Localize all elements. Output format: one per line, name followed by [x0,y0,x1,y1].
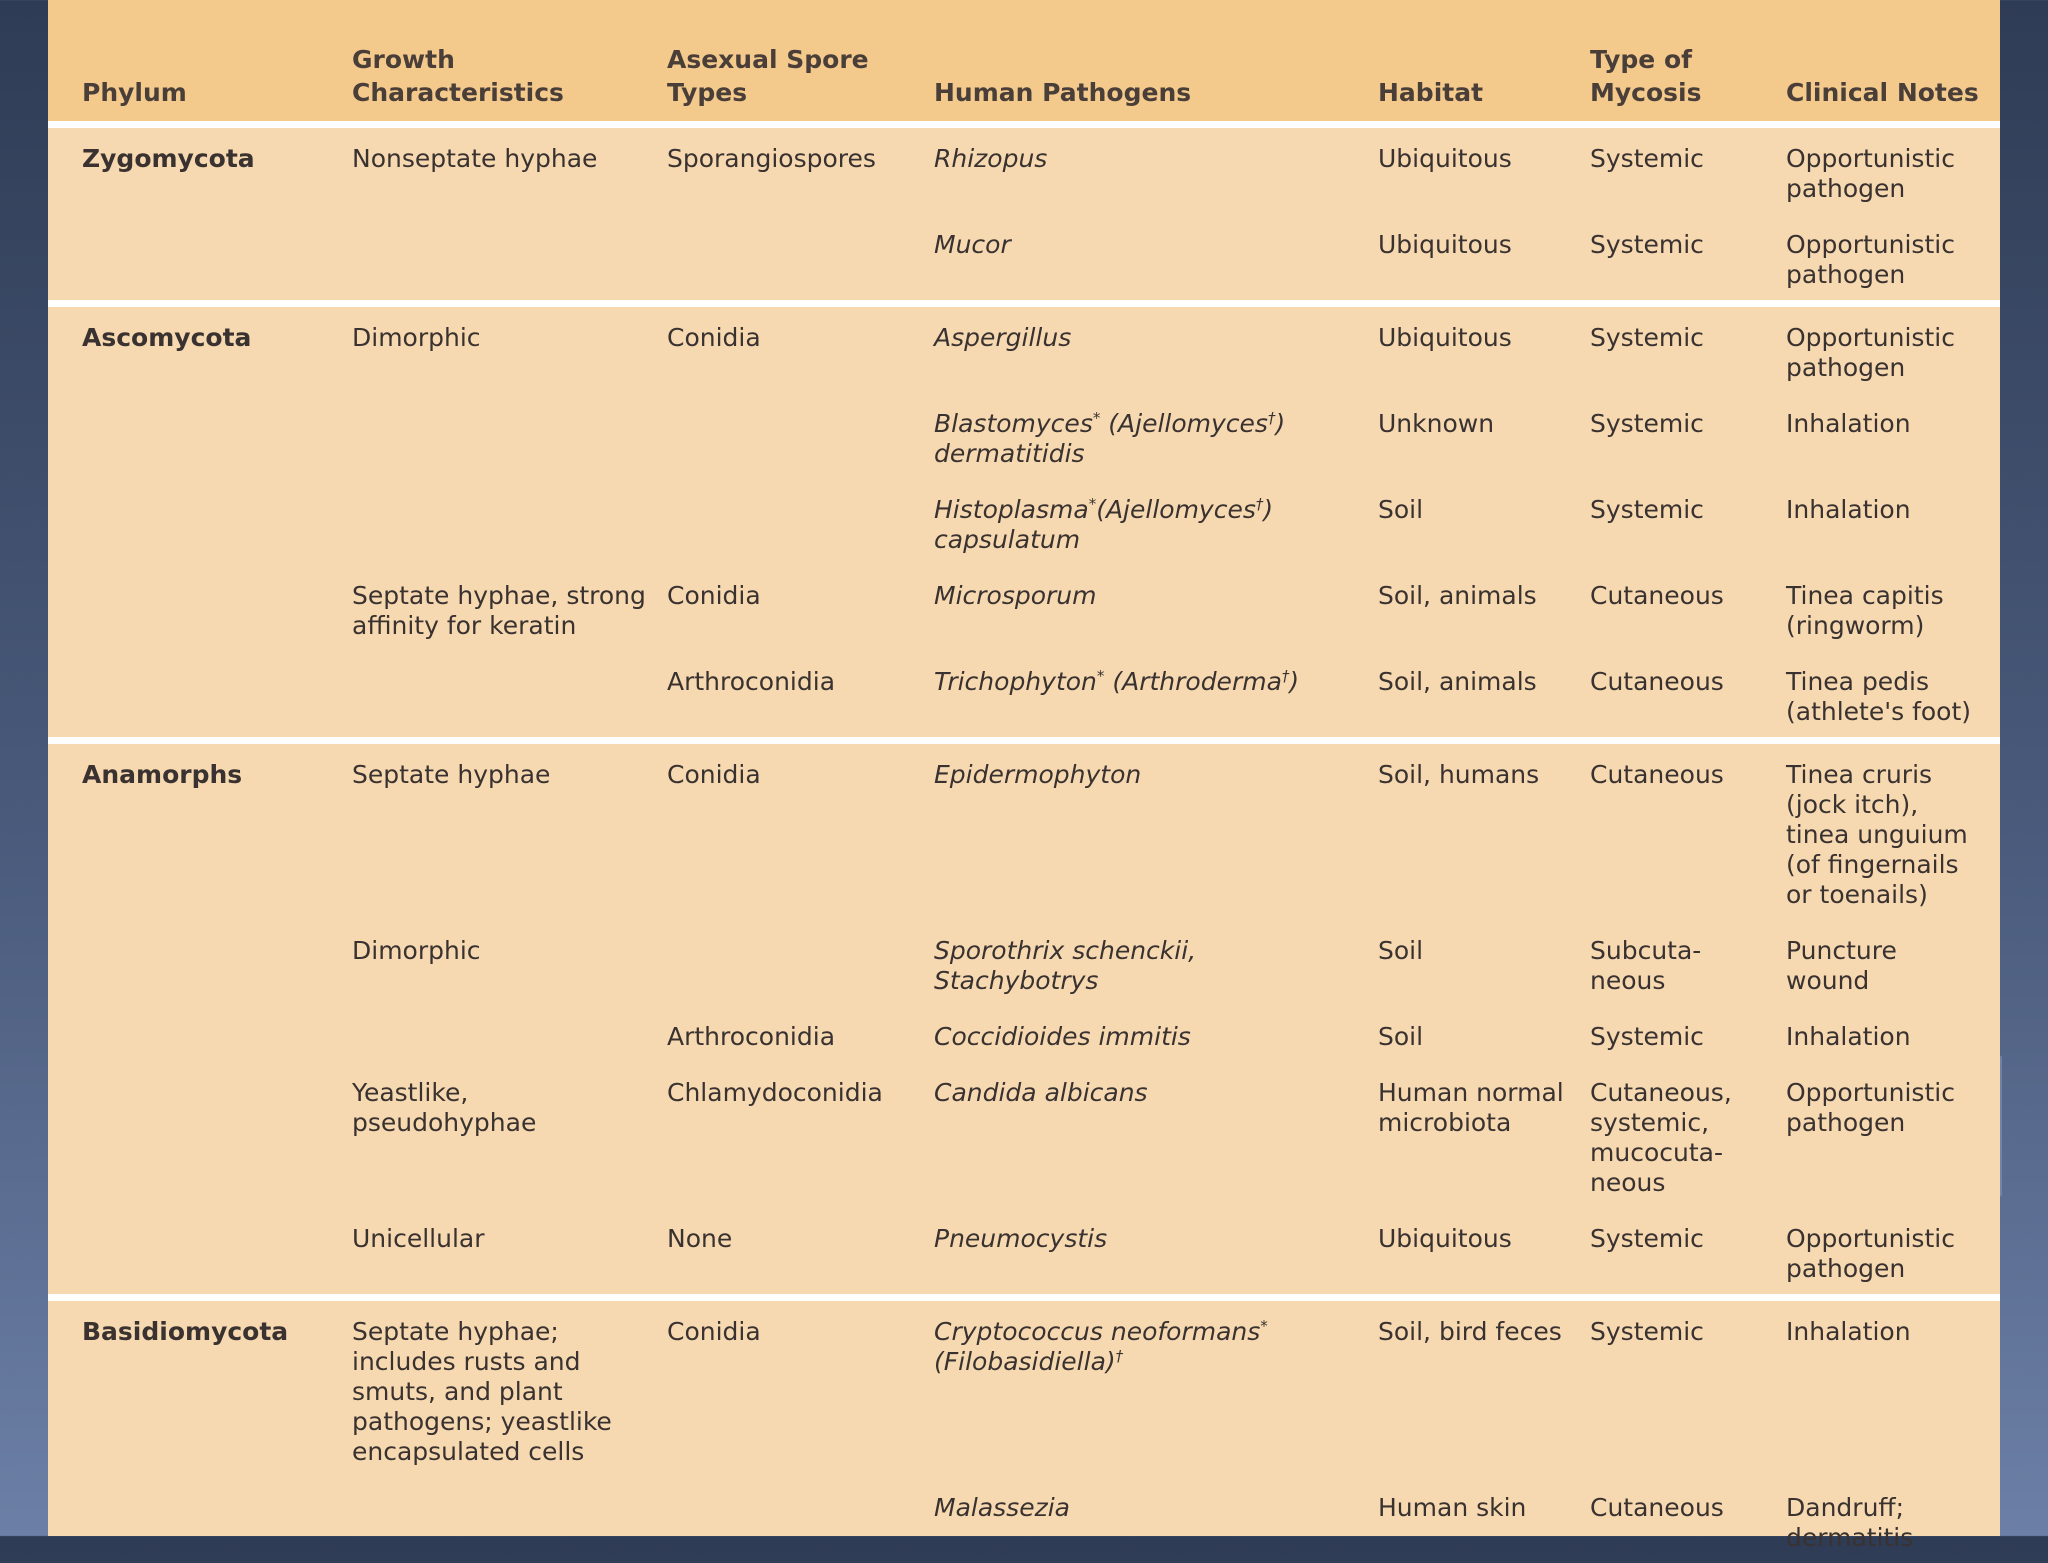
cell-growth [352,651,667,741]
cell-notes: Opportunistic pathogen [1786,322,1955,382]
fungi-table-container [48,0,2000,1552]
cell-pathogen: Cryptococcus neoformans* (Filobasidiella)† [934,1316,1268,1376]
cell-habitat: Ubiquitous [1378,229,1512,259]
cell-pathogen: Epidermophyton [934,759,1142,789]
cell-growth [352,214,667,304]
cell-pathogen: Histoplasma*(Ajellomyces†) capsulatum [934,494,1274,554]
cell-growth: Septate hyphae; includes rusts and smuts, and plant pathogens; yeastlike encapsulated cells [352,1316,612,1466]
cell-notes: Opportunistic pathogen [1786,1223,1955,1283]
header-habitat: Habitat [1378,77,1484,107]
table-row [48,214,2000,304]
cell-mycosis: Systemic [1590,1223,1704,1253]
cell-pathogen: Coccidioides immitis [934,1021,1191,1051]
cell-phylum [48,1477,352,1563]
cell-mycosis: Cutaneous [1590,666,1724,696]
table-row [48,651,2000,741]
cell-notes: Tinea cruris (jock itch), tinea unguium (of fingernails or toenails) [1786,759,1968,909]
cell-phylum [48,393,352,479]
cell-notes: Inhalation [1786,1316,1911,1346]
cell-mycosis: Cutaneous, systemic, mucocuta-neous [1590,1077,1732,1197]
cell-pathogen: Aspergillus [934,322,1072,352]
fungi-classification-table [48,0,2000,1563]
cell-habitat: Human skin [1378,1492,1527,1522]
table-row [48,565,2000,651]
cell-mycosis: Cutaneous [1590,1492,1724,1522]
table-row [48,920,2000,1006]
table-row [48,303,2000,393]
table-row [48,1062,2000,1208]
cell-notes: Inhalation [1786,494,1911,524]
cell-mycosis: Systemic [1590,1021,1704,1051]
cell-growth [352,393,667,479]
header-asexual-spore-types: Asexual Spore Types [667,44,869,107]
group-basidiomycota [48,1297,2000,1563]
cell-spore: Conidia [667,759,761,789]
cell-mycosis: Systemic [1590,494,1704,524]
group-ascomycota [48,303,2000,740]
cell-growth: Yeastlike, pseudohyphae [352,1077,537,1137]
cell-phylum [48,1062,352,1208]
table-row [48,393,2000,479]
cell-pathogen: Mucor [934,229,1011,259]
cell-pathogen: Microsporum [934,580,1097,610]
cell-notes: Inhalation [1786,1021,1911,1051]
group-anamorphs [48,740,2000,1297]
cell-growth: Nonseptate hyphae [352,143,598,173]
cell-habitat: Soil [1378,1021,1424,1051]
cell-notes: Puncture wound [1786,935,1897,995]
cell-spore: Arthroconidia [667,666,836,696]
cell-growth: Septate hyphae [352,759,551,789]
cell-spore: Sporangiospores [667,143,876,173]
cell-phylum: Anamorphs [82,759,243,789]
cell-pathogen: Sporothrix schenckii, Stachybotrys [934,935,1197,995]
cell-spore: Conidia [667,322,761,352]
cell-phylum [48,920,352,1006]
cell-growth [352,1006,667,1062]
header-phylum: Phylum [82,77,187,107]
cell-pathogen: Rhizopus [934,143,1048,173]
header-human-pathogens: Human Pathogens [934,77,1192,107]
cell-notes: Opportunistic pathogen [1786,1077,1955,1137]
cell-notes: Dandruff; dermatitis [1786,1492,1914,1552]
cell-habitat: Soil, animals [1378,666,1537,696]
cell-phylum: Zygomycota [82,143,255,173]
cell-growth [352,479,667,565]
cell-pathogen: Malassezia [934,1492,1070,1522]
table-row [48,479,2000,565]
cell-growth: Dimorphic [352,322,481,352]
cell-spore [667,393,934,479]
header-type-of-mycosis: Type of Mycosis [1590,44,1702,107]
table-row [48,1006,2000,1062]
cell-pathogen: Blastomyces* (Ajellomyces†) dermatitidis [934,408,1286,468]
cell-phylum [48,479,352,565]
header-clinical-notes: Clinical Notes [1786,77,1979,107]
cell-phylum: Basidiomycota [82,1316,289,1346]
cell-mycosis: Systemic [1590,143,1704,173]
cell-habitat: Ubiquitous [1378,143,1512,173]
cell-spore: None [667,1223,733,1253]
cell-pathogen: Pneumocystis [934,1223,1108,1253]
cell-phylum [48,565,352,651]
slide-decoration-line [2000,1023,2048,1197]
cell-habitat: Soil [1378,494,1424,524]
group-zygomycota [48,124,2000,303]
cell-mycosis: Cutaneous [1590,759,1724,789]
cell-phylum [48,1208,352,1298]
cell-mycosis: Subcuta-neous [1590,935,1702,995]
cell-mycosis: Systemic [1590,322,1704,352]
cell-spore [667,214,934,304]
cell-habitat: Soil, bird feces [1378,1316,1562,1346]
cell-habitat: Unknown [1378,408,1495,438]
table-header-row [48,0,2000,124]
cell-habitat: Soil, humans [1378,759,1540,789]
cell-spore [667,1477,934,1563]
cell-habitat: Soil, animals [1378,580,1537,610]
cell-notes: Tinea pedis (athlete's foot) [1786,666,1972,726]
cell-spore: Conidia [667,580,761,610]
cell-growth: Dimorphic [352,935,481,965]
cell-mycosis: Systemic [1590,229,1704,259]
cell-spore: Arthroconidia [667,1021,836,1051]
cell-spore: Chlamydoconidia [667,1077,883,1107]
cell-habitat: Ubiquitous [1378,322,1512,352]
cell-phylum [48,1006,352,1062]
table-row [48,1208,2000,1298]
cell-mycosis: Systemic [1590,408,1704,438]
cell-habitat: Ubiquitous [1378,1223,1512,1253]
cell-growth: Septate hyphae, strong affinity for keratin [352,580,646,640]
cell-habitat: Soil [1378,935,1424,965]
cell-pathogen: Candida albicans [934,1077,1148,1107]
cell-phylum [48,651,352,741]
table-row [48,124,2000,214]
cell-phylum [48,214,352,304]
cell-notes: Opportunistic pathogen [1786,229,1955,289]
header-growth-characteristics: Growth Characteristics [352,44,564,107]
cell-notes: Inhalation [1786,408,1911,438]
cell-spore: Conidia [667,1316,761,1346]
table-row [48,740,2000,920]
cell-growth: Unicellular [352,1223,485,1253]
table-row [48,1477,2000,1563]
cell-pathogen: Trichophyton* (Arthroderma†) [934,666,1300,696]
cell-mycosis: Cutaneous [1590,580,1724,610]
cell-notes: Opportunistic pathogen [1786,143,1955,203]
cell-notes: Tinea capitis (ringworm) [1786,580,1944,640]
cell-phylum: Ascomycota [82,322,252,352]
cell-spore [667,920,934,1006]
cell-spore [667,479,934,565]
cell-habitat: Human normal microbiota [1378,1077,1564,1137]
cell-mycosis: Systemic [1590,1316,1704,1346]
cell-growth [352,1477,667,1563]
table-row [48,1297,2000,1477]
